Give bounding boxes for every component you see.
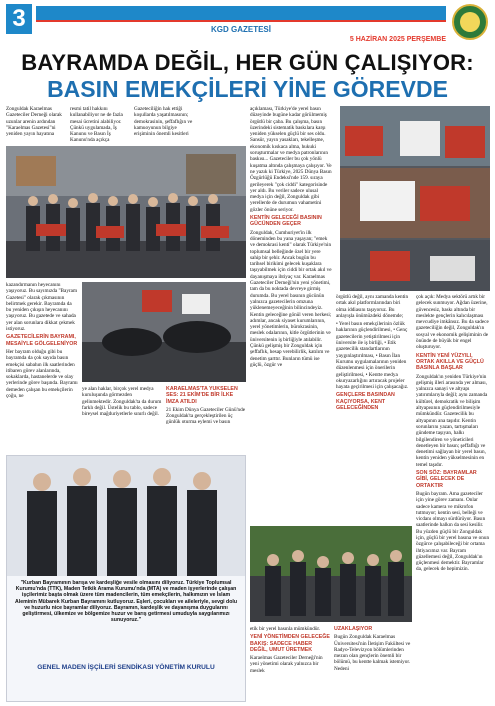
col1-body [6,282,78,450]
logo-emblem-icon [460,12,480,32]
union-signature: GENEL MADEN İŞÇİLERİ SENDİKASI YÖNETİM KURULU [37,664,215,671]
col2-body: ye alan haklar, birçok yerel medya kuruluşunda görmezden gelinmektedir. Zonguldak'ta da durum farklı değil. Üstelik bu tablo, sadece bireysel mağduriyetlerle sınırlı değil. [82,386,162,418]
col1-top-text: Zonguldak Karaelmas Gazeteciler Derneği olarak uzunlar arenin ardından "Karaelmas Gazetesi"ni yeniden yayın hayatına [6,106,62,138]
col4-bottom-paragraph: Bugün Zonguldak Karaelmas Üniversitesi'nin İletişim Fakültesi ve Radyo-Televizyon bölümlerinden mezun olan gençlerin önemli bir bölümü, bu kentte kalmak istemiyor. Nedeni [334,634,411,672]
col1-subheading: GAZETECİLERİN BAYRAMI, MESAİYLE GÖLGELENİYOR [6,334,78,347]
col4b-body [336,294,412,519]
union-board-photo [7,456,245,576]
col4-paragraph2: Zonguldak, Cumhuriyet'in ilk döneminden bu yana yaşayan; "emek ve demokrasi kenti" olarak Türkiye'nin toplumsal belleğinde özel bir yere sahip bir şehir. Ancak bugün bu tarihsel birikimi gelecek kuşaklara taşıyabilmek için ciddi bir ortak akıl ve dayanışmaya ihtiyaç var. Karaelmas Gazeteciler Derneği'nin yeni yönetimi, tam da bu noktada devreye girmiş durumda. Bu yerel basının gücünün yalnızca gazetecilerin omzuna yüklenemeyeceğinin bilincindeyiz. Kentin geleceğine gönül veren herkesi; adımlar, ancak siyaset kurumlarının, yerel yönetimlerin, bürokrasinin, meslek odalarının, kitle örgütlerinin ve üniversitenin iş birliğiyle atılabilir. Çünkü gelişmiş bir Zonguldak için şeffaflık, hesap verebilirlik, katılım ve denetim şarttır. Bunların tümü ise güçlü, özgür ve [250,229,332,368]
col3-top-text: Gazeteciliğin hak ettiği koşullarda yaşatılmasının; demokrasinin, şeffaflığın ve kamuoyunun bilgiye erişiminin önemli kesitleri [134,106,193,138]
union-greeting-text: "Kurban Bayramının barışa ve kardeşliğe vesile olmasını diliyoruz. Türkiye Toplumsal Kurumu'nda (TTK), Maden Tetkik Arama Kurumu'nda (MTA) ve maden işyerlerinde çalışan işçilerimiz başta olmak üzere tüm madencilerin, tüm emekçilerin, halkımızın ve İslam Aleminin Mübarek Kurban Bayramını kutluyoruz. Eşleri, çocukları ve aileleriyle, sevgi dolu ve huzurlu nice bayramlar diliyoruz. Bayramın, kardeşlik ve dayanışma duygularını geliştirmesi, ülkemize ve bölgemize huzur ve barış getirmesi umuduyla saygılarımızı sunuyoruz." [15,580,237,624]
col5-subheading2: SON SÖZ: BAYRAMLAR GİBİ, GELECEK DE ORTAKTIR [416,470,477,489]
col3-bottom-subheading: YENİ YÖNETİMDEN GELECEĞE BAKIŞ: SADECE HABER DEĞİL, UMUT ÜRETMEK [250,634,330,653]
col4-bottom-subheading: UZAKLAŞIYOR [334,626,373,632]
col3-body [166,386,246,450]
col5-subheading: KENTİN YENİ YÜZYILI, ORTAK AKILLA VE GÜÇLÜ BASINLA BAŞLAR [416,352,484,372]
col4b-list: • Yerel basın emekçilerinin özlük haklarının güçlendirilmesi, • Genç gazetecilerin yetiştirilmesi için üniversite ile iş birliği, • Etik gazetecilik standartlarının yaygınlaştırılması, • Basın İlan Kurumu uygulamalarının yeniden düzenlenmesi için önerilerin geliştirilmesi, • Kentte medya okuryazarlığını artıracak projeler hayata geçirilmesi için çalışacağız. [336,321,409,391]
col2-top-text: resmi tatil hakkını kullanabiliyor ne de fazla mesai ücretini alabiliyor. Çünkü uygulamada, İş Kanunu ve Basın İş Kanunu'nda açıkça [70,106,123,144]
col4b-paragraph: örgütlü değil, aynı zamanda kentin ortak akıl platformlarından biri olma iddiasını taşıyoruz. Bu anlayışla önümüzdeki dönemde; [336,294,409,319]
union-greeting-ad [6,455,246,702]
col3-subheading: KARAELMAS'TA YÜKSELEN SES: 21 EKİM'DE BİR İLKE İMZA ATILDI [166,386,238,405]
page-number: 3 [6,4,32,34]
col4-body [250,106,332,526]
col4b-subheading: GENÇLERE BASINDAN KAÇIYORSA, KENT GELECEĞİNDEN [336,392,395,412]
col3-bottom-body [250,626,330,704]
headline-line2: BASIN EMEKÇİLERİ YİNE GÖREVDE [47,76,448,102]
newspaper-logo [452,4,488,40]
journalists-group-photo [6,146,246,278]
col4-paragraph: açıklaması, Türkiye'de yerel basın düzeyinde bugüne kadar görülmemiş örgütlü bir çaba. Bu çalışma, basın üzerindeki sistematik baskılara karşı yeniden yükselen güçlü bir ses oldu. Sansür, yayın yasakları, tekelleşme, ekonomik kıskaca alma, hukuki soruşturmalar ve medya patronlarının baskısı... Gazeteciler bu çok yönlü kuşatma altında çalışmaya çalışıyor. Ve ne yazık ki Türkiye, 2025 Dünya Basın Özgürlüğü Endeksi'nde 159. sıraya gerileyerek "çok ciddi" kategorisinde yer aldı. Bu veriler sadece ulusal medya için değil, Zonguldak gibi yerellerde de durumun vahametini gözler önüne seriyor. [250,106,332,213]
paper-name: KGD GAZETESİ [210,25,271,34]
top-bar [36,6,446,20]
protest-photos-collage [340,106,490,291]
col3-paragraph: 21 Ekim Dünya Gazeteciler Günü'nde Zonguldak'ta gerçekleştirilen üç günlük oturma eylemi ve basın [166,406,246,426]
cameras-photo [82,282,246,382]
col5-paragraph3: Bugün bayram. Ama gazeteciler için yine görev zamanı. Onlar sadece kamera ve mikrofon tutmuyor; kentin sesi, belleği ve vicdanı olmayı sürdürüyor. Basın saatlerinde halkın da sesi kesilir. Bu yüzden güçlü bir Zonguldak için, güçlü bir yerel basına ve onun özgürce çalışabileceği bir ortama ihtiyacımız var. Bayram güzellemesi değil, Zonguldak'ın güçlenmesi demektir. Bayramlar da, gelecek de hepimizin. [416,490,490,573]
col5-paragraph2: Zonguldak'ın yeniden Türkiye'nin gelişmiş illeri arasında yer alması, yalnızca sanayi ve altyapı yatırımlarıyla değil; aynı zamanda kültürel, demokratik ve bilişim altyapısının güçlendirilmesiyle mümkündür. Gazetecilik bu altyapının ana taşıdır. Kentin sorunlarını yazan, tartışmaları gündeme taşıyan, halkı bilgilendiren ve yöneticileri denetleyen bir basın; şeffaflığı ve denetimi sağlayan bir yerel basın, kentin yeniden yükselmesinin en temel taşıdır. [416,373,488,468]
col4-subheading: KENTİN GELECEĞİ BASININ GÜCÜNDEN GEÇER [250,215,322,228]
top-bar-accent [36,20,446,22]
col5-paragraph: çok açık: Medya sektörü artık bir gelecek sunmuyor. Ağdan üzerine, güvencesiz, baskı altında bir meslekte gençlerin kalıcılaşması mevcudiye imkânsız. Bu da sadece gazeteciliğin değil, Zonguldak'ın sosyal ve ekonomik gelişiminin de önünde de büyük bir engel oluşturuyor. [416,294,489,351]
col1-paragraph: kazandırmanın heyecanını yaşıyoruz. Bu sayımızda "Bayram Gazetesi" olarak çıkmasının belirtmek gerekir. Bayramda da bu yeniden çıkışın heyecanını yaşıyoruz. Bu gazetede ve sahada yer alan sorunlara dikkat çekmek istiyoruz. [6,282,77,333]
col4-bottom-body [334,626,412,704]
col3-bottom-paragraph: etik bir yerel basınla mümkündür. [250,626,321,632]
crowd-protest-photo [250,526,412,622]
headline-line1: BAYRAMDA DEĞİL, HER GÜN ÇALIŞIYOR: [21,50,474,75]
col1-paragraph2: Her bayram olduğu gibi bu bayramda da çok sayıda basın emekçisi sabahın ilk saatlerinden itibaren görev alanlarında, sokaklarda, hastanelerde ve olay yerlerinde görev başında. Bayramı demeden çalışan bu emekçilerin çoğu, ne [6,348,78,400]
issue-date: 5 HAZİRAN 2025 PERŞEMBE [349,36,446,43]
col5-body [416,294,490,704]
col3-bottom-paragraph2: Karaelmas Gazeteciler Derneği'nin yeni yönetimi olarak yalnızca bir meslek [250,655,323,674]
